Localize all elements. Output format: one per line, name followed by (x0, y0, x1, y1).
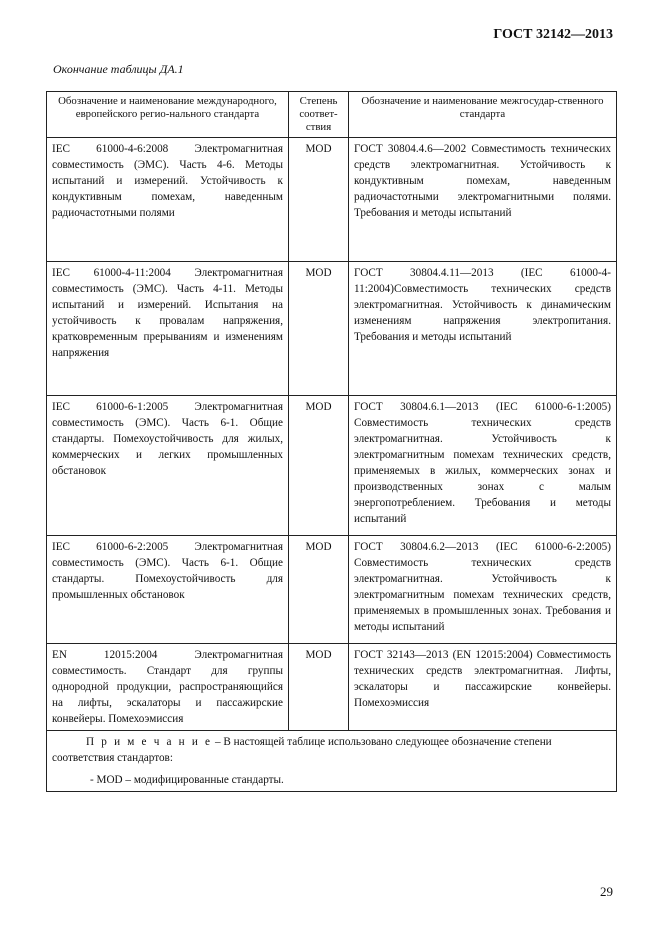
table-header-row (47, 92, 617, 138)
international-standard-cell: EN 12015:2004 Электромагнитная совместимость. Стандарт для группы однородной продукции, распространяющийся на лифты, эскалаторы и пассажирские конвейеры. Помехоэмиссия (47, 644, 289, 731)
international-standard-cell: IEC 61000-4-11:2004 Электромагнитная совместимость (ЭМС). Часть 4-11. Методы испытаний и измерений. Испытания на устойчивость к провалам напряжения, кратковременным прерываниям и изменениям напряжения (47, 262, 289, 396)
degree-cell: MOD (289, 644, 349, 731)
standards-table (46, 91, 617, 792)
column-header-international: Обозначение и наименование международного, европейского регио-нального стандарта (47, 92, 289, 138)
note-body: – В настоящей таблице использовано следующее обозначение степени соответствия стандартов: (52, 736, 552, 764)
table-row (47, 138, 617, 262)
document-header: ГОСТ 32142—2013 (493, 27, 613, 42)
interstate-standard-cell: ГОСТ 30804.6.2—2013 (IEC 61000-6-2:2005) Совместимость технических средств электромагнитная. Устойчивость к электромагнитным помехам технических средств, применяемых в промышленных зонах. Требования и методы испытаний (349, 536, 617, 644)
interstate-standard-cell: ГОСТ 30804.6.1—2013 (IEC 61000-6-1:2005) Совместимость технических средств электромагнитная. Устойчивость к электромагнитным помехам технических средств, применяемых в жилых, коммерческих зонах и производственных зонах с малым энергопотреблением. Требования и методы испытаний (349, 396, 617, 536)
note-text (52, 734, 611, 766)
table-note-row (47, 731, 617, 792)
interstate-standard-cell: ГОСТ 32143—2013 (EN 12015:2004) Совместимость технических средств электромагнитная. Лифты, эскалаторы и пассажирские конвейеры. Помехоэмиссия (349, 644, 617, 731)
degree-cell: MOD (289, 138, 349, 262)
international-standard-cell: IEC 61000-6-2:2005 Электромагнитная совместимость (ЭМС). Часть 6-1. Общие стандарты. Помехоустойчивость для промышленных обстановок (47, 536, 289, 644)
international-standard-cell: IEC 61000-4-6:2008 Электромагнитная совместимость (ЭМС). Часть 4-6. Методы испытаний и измерений. Устойчивость к кондуктивным помехам, наведенным радиочастотными полями (47, 138, 289, 262)
degree-cell: MOD (289, 396, 349, 536)
table-row (47, 536, 617, 644)
interstate-standard-cell: ГОСТ 30804.4.11—2013 (IEC 61000-4-11:2004)Совместимость технических средств электромагнитная. Устойчивость к динамическим изменениям напряжения электропитания. Требования и методы испытаний (349, 262, 617, 396)
column-header-degree: Степень соответ-ствия (289, 92, 349, 138)
table-row (47, 396, 617, 536)
table-caption: Окончание таблицы ДА.1 (53, 62, 184, 76)
table-row (47, 644, 617, 731)
column-header-interstate: Обозначение и наименование межгосудар-ственного стандарта (349, 92, 617, 138)
table-row (47, 262, 617, 396)
page-number: 29 (600, 884, 613, 899)
note-item: - MOD – модифицированные стандарты. (90, 774, 284, 786)
international-standard-cell: IEC 61000-6-1:2005 Электромагнитная совместимость (ЭМС). Часть 6-1. Общие стандарты. Помехоустойчивость для жилых, коммерческих и легких промышленных обстановок (47, 396, 289, 536)
degree-cell: MOD (289, 536, 349, 644)
interstate-standard-cell: ГОСТ 30804.4.6—2002 Совместимость технических средств электромагнитная. Устойчивость к кондуктивным помехам, наведенным радиочастотными электромагнитными полями. Требования и методы испытаний (349, 138, 617, 262)
degree-cell: MOD (289, 262, 349, 396)
note-label: П р и м е ч а н и е (86, 736, 213, 748)
table-note (47, 731, 617, 792)
